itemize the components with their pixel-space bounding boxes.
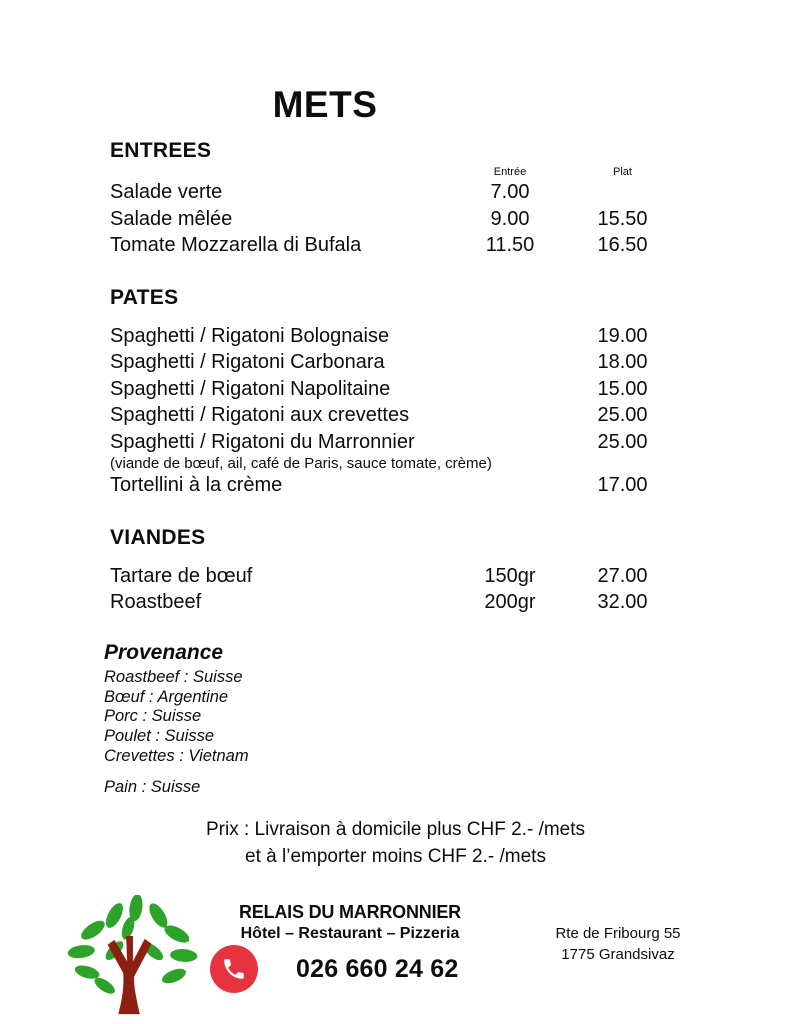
page-title: METS bbox=[272, 84, 378, 125]
menu-row bbox=[110, 402, 675, 429]
item-label: Tartare de bœuf bbox=[110, 564, 253, 587]
item-label: Roastbeef bbox=[110, 591, 202, 613]
phone-number: 026 660 24 62 bbox=[296, 954, 459, 983]
footer-brand-block bbox=[210, 901, 490, 945]
provenance-item: Bœuf : Argentine bbox=[104, 687, 229, 706]
item-label: Spaghetti / Rigatoni Carbonara bbox=[110, 351, 385, 373]
menu-row bbox=[110, 232, 675, 259]
address-line1: Rte de Fribourg 55 bbox=[555, 925, 681, 942]
provenance-extra: Pain : Suisse bbox=[104, 777, 201, 796]
item-plat-value: 18.00 bbox=[597, 351, 648, 373]
item-entree-value: 11.50 bbox=[485, 234, 535, 256]
phone-row bbox=[210, 945, 458, 993]
provenance-item: Poulet : Suisse bbox=[104, 727, 215, 746]
menu-row bbox=[110, 376, 675, 403]
menu-section bbox=[110, 139, 675, 259]
menu-item bbox=[110, 376, 675, 403]
provenance-section bbox=[104, 641, 524, 797]
item-entree-value bbox=[450, 323, 570, 350]
item-plat-value: 15.50 bbox=[597, 207, 648, 230]
provenance-item: Porc : Suisse bbox=[104, 707, 202, 726]
menu-row bbox=[110, 589, 675, 616]
price-note-line1: Prix : Livraison à domicile plus CHF 2.- /mets bbox=[205, 819, 586, 840]
item-plat-value: 19.00 bbox=[597, 324, 648, 347]
section-heading: VIANDES bbox=[110, 525, 206, 549]
item-label: Spaghetti / Rigatoni Bolognaise bbox=[110, 324, 390, 347]
menu-item bbox=[110, 323, 675, 350]
item-description: (viande de bœuf, ail, café de Paris, sauce tomate, crème) bbox=[110, 455, 492, 472]
menu-row bbox=[110, 179, 675, 206]
item-entree-value: 9.00 bbox=[490, 207, 530, 230]
menu-item bbox=[110, 179, 675, 206]
section-rows bbox=[110, 179, 675, 259]
menu-item bbox=[110, 349, 675, 376]
menu-row bbox=[110, 472, 675, 499]
address-line2: 1775 Grandsivaz bbox=[561, 946, 675, 963]
item-label: Salade mêlée bbox=[110, 207, 233, 230]
phone-badge bbox=[210, 945, 258, 993]
item-plat-value: 17.00 bbox=[597, 474, 648, 496]
item-entree-value bbox=[450, 472, 570, 499]
menu-item bbox=[110, 563, 675, 590]
tree-logo-icon bbox=[62, 895, 202, 1017]
item-entree-value bbox=[450, 349, 570, 376]
menu-item bbox=[110, 589, 675, 616]
section-heading: ENTREES bbox=[110, 139, 212, 162]
item-plat-value: 16.50 bbox=[597, 234, 648, 256]
item-entree-value: 7.00 bbox=[490, 181, 530, 203]
footer bbox=[0, 893, 791, 1018]
menu-row bbox=[110, 563, 675, 590]
item-plat-value: 32.00 bbox=[597, 591, 648, 613]
section-rows bbox=[110, 323, 675, 499]
item-label: Tortellini à la crème bbox=[110, 474, 283, 496]
provenance-item: Crevettes : Vietnam bbox=[104, 746, 249, 765]
item-plat-value: 27.00 bbox=[597, 564, 648, 587]
price-note bbox=[0, 816, 791, 870]
item-label: Spaghetti / Rigatoni du Marronnier bbox=[110, 430, 415, 453]
item-entree-value bbox=[450, 376, 570, 403]
column-header-spacer bbox=[110, 165, 450, 179]
menu-item bbox=[110, 206, 675, 233]
menu-item bbox=[110, 429, 675, 473]
column-header-entree: Entrée bbox=[493, 166, 527, 178]
menu-row bbox=[110, 429, 675, 456]
menu-section bbox=[110, 286, 675, 499]
provenance-list bbox=[104, 668, 524, 767]
item-entree-value bbox=[450, 429, 570, 456]
menu-item bbox=[110, 472, 675, 499]
menu-section bbox=[110, 526, 675, 616]
section-rows bbox=[110, 563, 675, 616]
column-header-plat: Plat bbox=[613, 166, 632, 178]
item-plat-value: 15.00 bbox=[597, 377, 648, 400]
section-heading: PATES bbox=[110, 285, 179, 309]
column-headers bbox=[110, 165, 675, 179]
menu-row bbox=[110, 323, 675, 350]
restaurant-subtitle: Hôtel – Restaurant – Pizzeria bbox=[240, 925, 460, 942]
item-plat-value bbox=[570, 179, 675, 206]
menu-item bbox=[110, 232, 675, 259]
item-entree-value: 200gr bbox=[484, 591, 536, 613]
item-plat-value: 25.00 bbox=[597, 430, 648, 453]
item-label: Spaghetti / Rigatoni Napolitaine bbox=[110, 377, 391, 400]
item-entree-value bbox=[450, 402, 570, 429]
item-plat-value: 25.00 bbox=[597, 404, 648, 426]
item-label: Spaghetti / Rigatoni aux crevettes bbox=[110, 404, 410, 426]
item-entree-value: 150gr bbox=[484, 564, 536, 587]
menu-row bbox=[110, 349, 675, 376]
phone-icon bbox=[221, 956, 247, 982]
provenance-title: Provenance bbox=[104, 641, 224, 664]
restaurant-name: RELAIS DU MARRONNIER bbox=[238, 902, 461, 922]
menu-row bbox=[110, 206, 675, 233]
menu-sections bbox=[110, 139, 675, 643]
footer-address bbox=[544, 923, 692, 965]
item-label: Tomate Mozzarella di Bufala bbox=[110, 234, 362, 256]
provenance-item: Roastbeef : Suisse bbox=[104, 668, 243, 686]
item-label: Salade verte bbox=[110, 181, 223, 203]
price-note-line2: et à l’emporter moins CHF 2.- /mets bbox=[245, 846, 546, 867]
menu-item bbox=[110, 402, 675, 429]
